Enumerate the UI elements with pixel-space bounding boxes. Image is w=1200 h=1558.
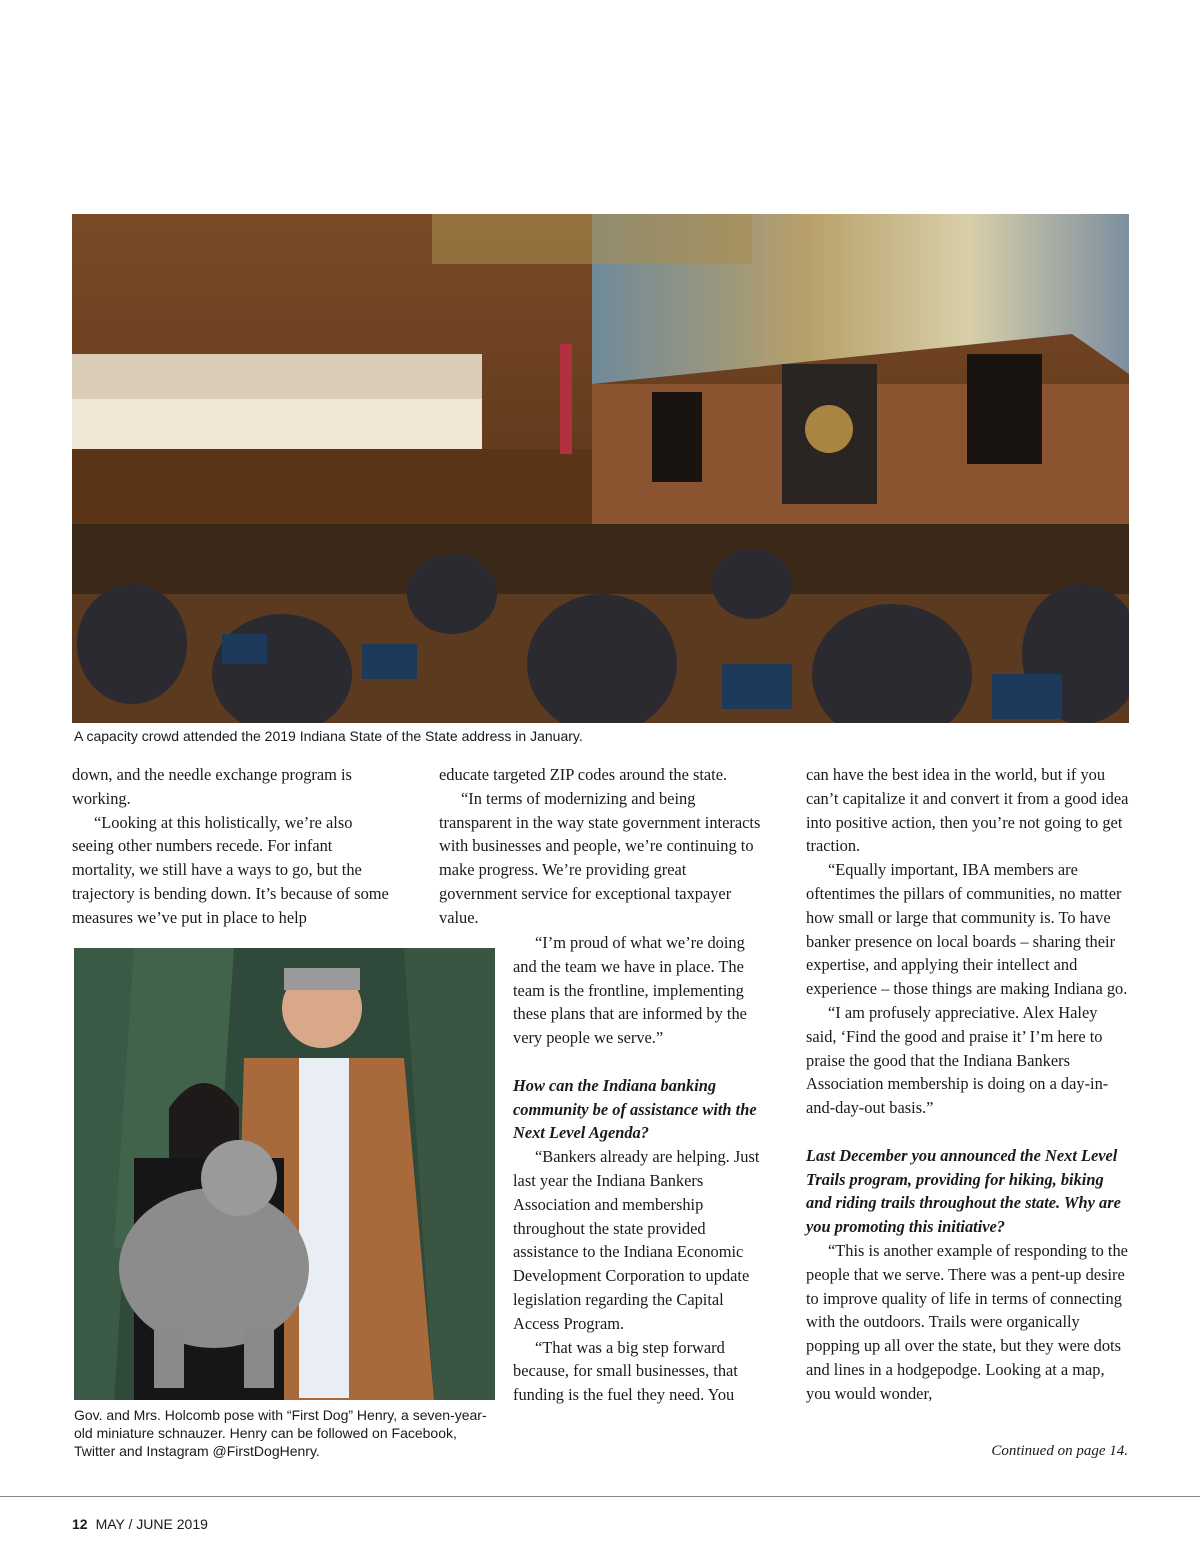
column-1-top [72,763,392,930]
paragraph: “Equally important, IBA members are oftentimes the pillars of communities, no matter how small or large that community is. To have banker presence on local boards – sharing their expertise, and applying their intellect and experience – those things are making Indiana go. [806,860,1128,999]
issue-date: MAY / JUNE 2019 [95,1516,208,1532]
question-heading: Last December you announced the Next Level Trails program, providing for hiking, biking and riding trails throughout the state. Why are you promoting this initiative? [806,1145,1121,1237]
chamber-photo [72,214,1129,723]
column-2-top [439,763,764,930]
paragraph: “I am profusely appreciative. Alex Haley said, ‘Find the good and praise it’ I’m here to praise the good that the Indiana Bankers Association membership is doing on a day-in-and-day-out basis.” [806,1002,1109,1118]
paragraph: educate targeted ZIP codes around the state. [439,765,728,784]
column-2-narrow [513,931,764,1407]
chamber-photo-caption: A capacity crowd attended the 2019 Indiana State of the State address in January. [74,728,583,744]
paragraph: can have the best idea in the world, but if you can’t capitalize it and convert it from a good idea into positive action, then you’re not going to get traction. [806,765,1129,856]
page-footer [72,1516,208,1532]
footer-divider [0,1496,1200,1497]
paragraph: “In terms of modernizing and being transparent in the way state government interacts with businesses and people, we’re continuing to make progress. We’re providing great government service for exceptional taxpayer value. [439,788,761,927]
paragraph: “This is another example of responding to the people that we serve. There was a pent-up desire to improve quality of life in terms of connecting with the outdoors. Trails were organically popping up all over the state, but they were dots and lines in a hodgepodge. Looking at a map, you would wonder, [806,1240,1128,1403]
paragraph: “I’m proud of what we’re doing and the team we have in place. The team is the frontline, implementing these plans that are informed by the very people we serve.” [513,933,747,1048]
paragraph: “Looking at this holistically, we’re also seeing other numbers recede. For infant mortality, we still have a ways to go, but the trajectory is bending down. It’s because of some measures we’ve put in place to help [72,812,389,927]
paragraph: down, and the needle exchange program is working. [72,765,352,808]
page-number: 12 [72,1516,88,1532]
continued-note: Continued on page 14. [991,1443,1128,1459]
paragraph: “Bankers already are helping. Just last year the Indiana Bankers Association and membership throughout the state provided assistance to the Indiana Economic Development Corporation to update legislation regarding the Capital Access Program. [513,1147,760,1333]
column-3 [806,763,1130,1406]
paragraph: “That was a big step forward because, for small businesses, that funding is the fuel they need. You [513,1337,738,1405]
governor-photo [74,948,495,1400]
governor-photo-caption: Gov. and Mrs. Holcomb pose with “First Dog” Henry, a seven-year-old miniature schnauzer. Henry can be followed on Facebook, Twitter and Instagram @FirstDogHenry. [74,1407,487,1459]
question-heading: How can the Indiana banking community be of assistance with the Next Level Agenda? [513,1075,757,1143]
